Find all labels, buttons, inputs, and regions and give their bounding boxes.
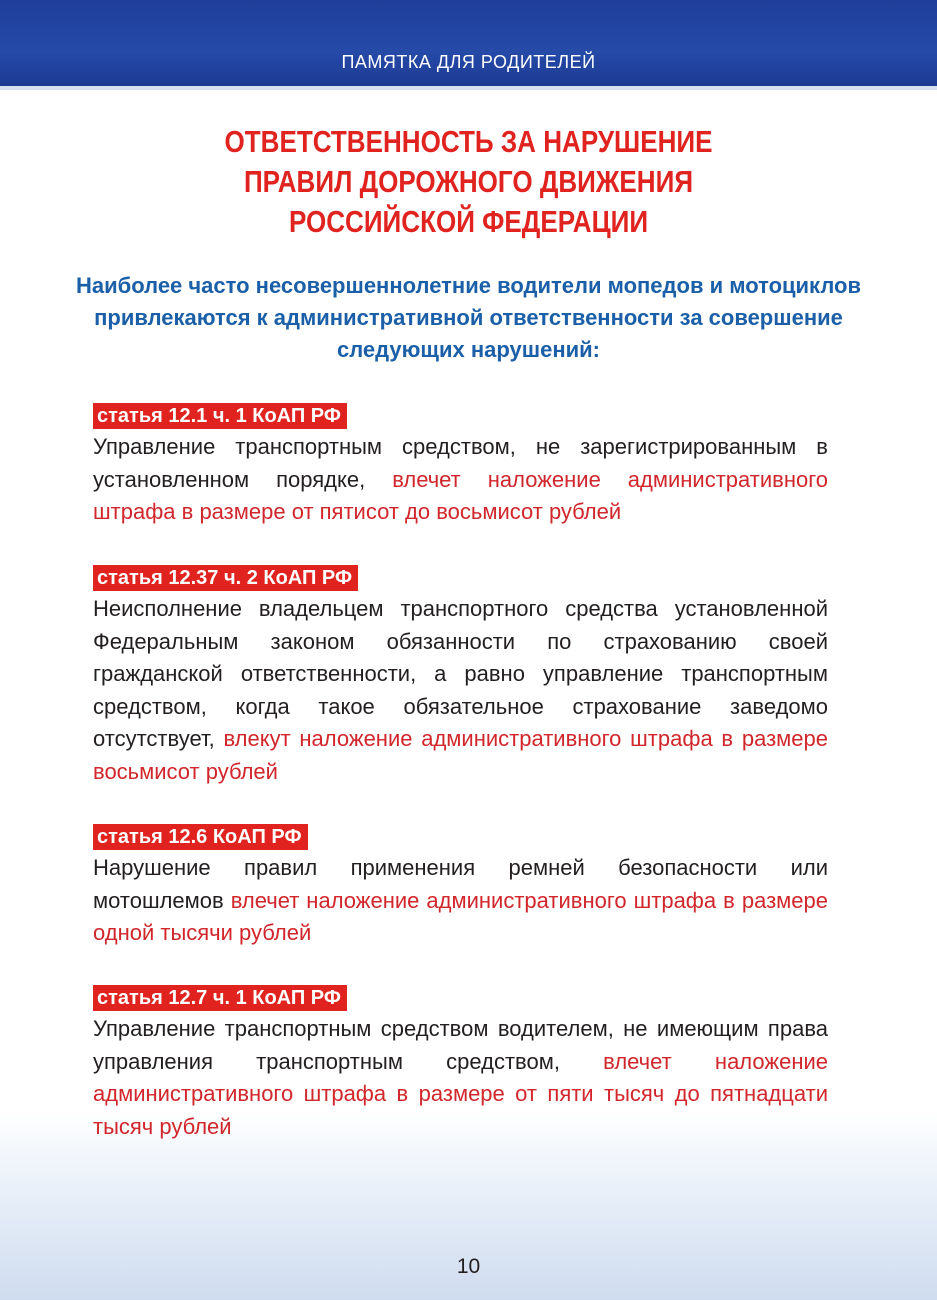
article-12-1 bbox=[93, 403, 828, 529]
article-12-37 bbox=[93, 565, 828, 788]
article-description: Неисполнение владельцем транспортного средства установленной Федеральным законом обязанности по страхованию своей гражданской ответственности, а равно управление транспортным средством, когда такое обязательное страхование заведомо отсутствует, bbox=[93, 596, 828, 751]
article-description: Управление транспортным средством, не зарегистрированным в установленном порядке, bbox=[93, 434, 828, 492]
article-label: статья 12.7 ч. 1 КоАП РФ bbox=[93, 985, 347, 1011]
header-title: ПАМЯТКА ДЛЯ РОДИТЕЛЕЙ bbox=[341, 52, 596, 72]
article-label: статья 12.6 КоАП РФ bbox=[93, 824, 308, 850]
article-12-6 bbox=[93, 824, 828, 950]
article-penalty: влечет наложение административного штрафа в размере от пятисот до восьмисот рублей bbox=[93, 466, 828, 524]
article-text bbox=[93, 1013, 828, 1143]
article-text bbox=[93, 431, 828, 529]
article-penalty: влечет наложение административного штрафа в размере одной тысячи рублей bbox=[93, 887, 828, 945]
article-12-7 bbox=[93, 985, 828, 1143]
page-title bbox=[75, 122, 862, 242]
article-label: статья 12.1 ч. 1 КоАП РФ bbox=[93, 403, 347, 429]
article-penalty: влекут наложение административного штрафа в размере восьмисот рублей bbox=[93, 726, 828, 784]
article-description: Нарушение правил применения ремней безопасности или мотошлемов bbox=[93, 855, 828, 913]
article-label: статья 12.37 ч. 2 КоАП РФ bbox=[93, 565, 358, 591]
article-penalty: влечет наложение административного штрафа в размере от пяти тысяч до пятнадцати тысяч рублей bbox=[93, 1048, 828, 1139]
article-text bbox=[93, 852, 828, 950]
intro-text: Наиболее часто несовершеннолетние водители мопедов и мотоциклов привлекаются к административной ответственности за совершение следующих нарушений: bbox=[76, 273, 861, 362]
page-number: 10 bbox=[456, 1255, 481, 1278]
header-band bbox=[0, 0, 937, 90]
article-text bbox=[93, 593, 828, 788]
page-title-line-3: РОССИЙСКОЙ ФЕДЕРАЦИИ bbox=[288, 204, 649, 239]
article-description: Управление транспортным средством водителем, не имеющим права управления транспортным средством, bbox=[93, 1016, 828, 1074]
page-title-line-2: ПРАВИЛ ДОРОЖНОГО ДВИЖЕНИЯ bbox=[243, 164, 694, 199]
page-title-line-1: ОТВЕТСТВЕННОСТЬ ЗА НАРУШЕНИЕ bbox=[224, 124, 713, 159]
